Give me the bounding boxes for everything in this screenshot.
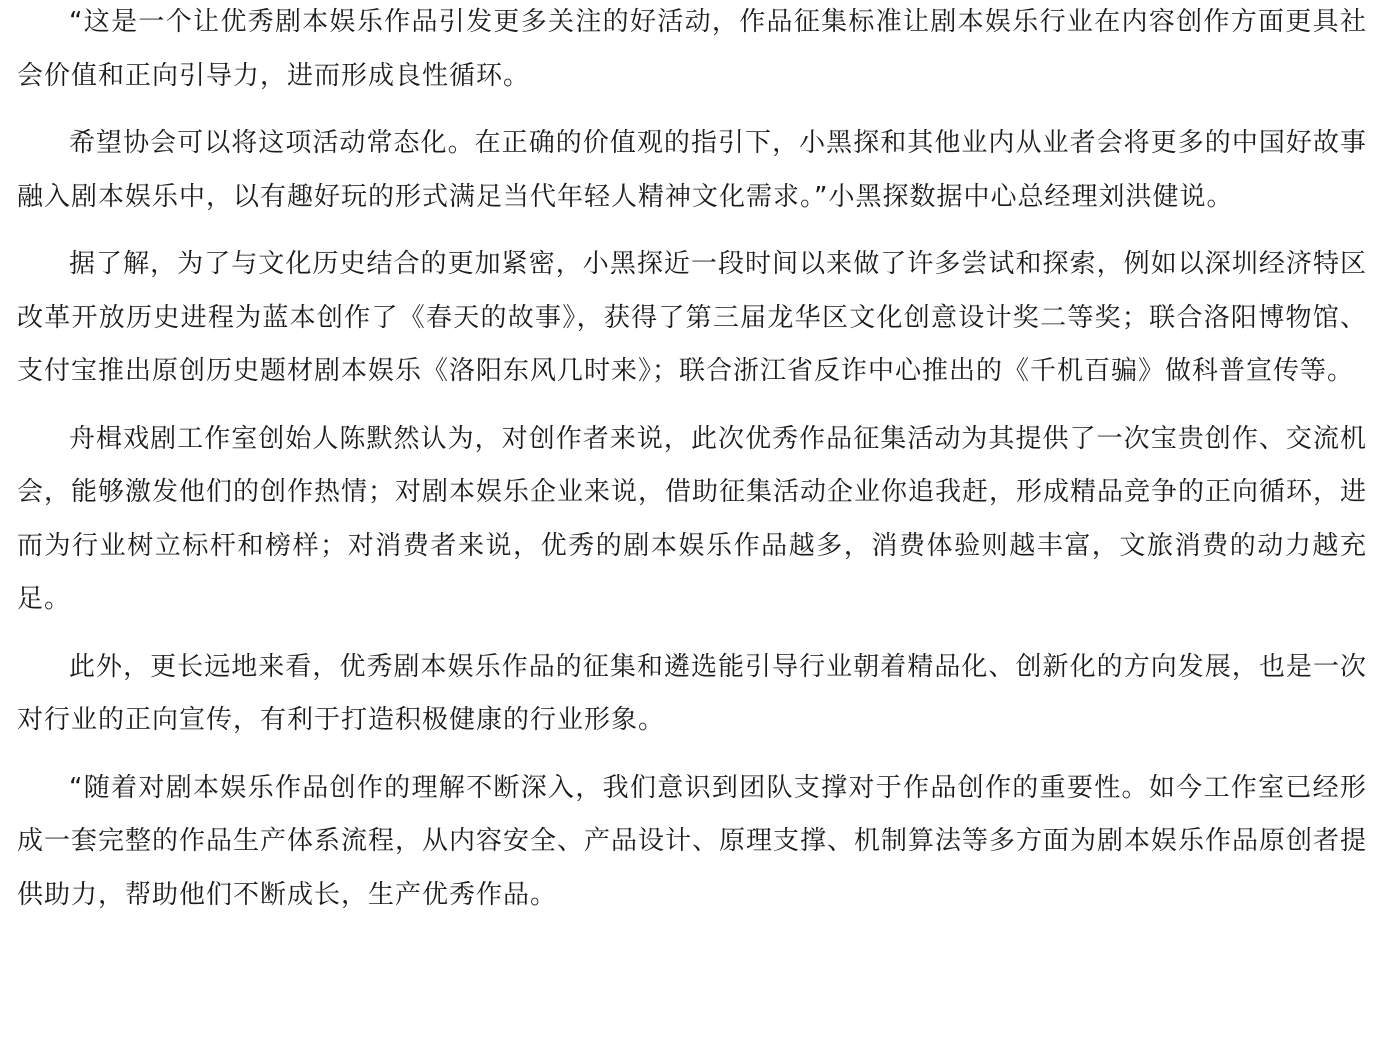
paragraph-5: 此外，更长远地来看，优秀剧本娱乐作品的征集和遴选能引导行业朝着精品化、创新化的方向发展，也是一次对行业的正向宣传，有利于打造积极健康的行业形象。 — [17, 651, 1367, 735]
paragraph-3: 据了解，为了与文化历史结合的更加紧密，小黑探近一段时间以来做了许多尝试和探索，例如以深圳经济特区改革开放历史进程为蓝本创作了《春天的故事》，获得了第三届龙华区文化创意设计奖二等奖；联合洛阳博物馆、支付宝推出原创历史题材剧本娱乐《洛阳东风几时来》；联合浙江省反诈中心推出的《千机百骗》做科普宣传等。 — [17, 249, 1367, 386]
paragraph-1: “这是一个让优秀剧本娱乐作品引发更多关注的好活动，作品征集标准让剧本娱乐行业在内容创作方面更具社会价值和正向引导力，进而形成良性循环。 — [17, 7, 1367, 91]
paragraph-2: 希望协会可以将这项活动常态化。在正确的价值观的指引下，小黑探和其他业内从业者会将更多的中国好故事融入剧本娱乐中，以有趣好玩的形式满足当代年轻人精神文化需求。”小黑探数据中心总经理刘洪健说。 — [17, 128, 1367, 212]
paragraph-4: 舟楫戏剧工作室创始人陈默然认为，对创作者来说，此次优秀作品征集活动为其提供了一次宝贵创作、交流机会，能够激发他们的创作热情；对剧本娱乐企业来说，借助征集活动企业你追我赶，形成精品竞争的正向循环，进而为行业树立标杆和榜样；对消费者来说，优秀的剧本娱乐作品越多，消费体验则越丰富，文旅消费的动力越充足。 — [17, 423, 1368, 614]
paragraph-6: “随着对剧本娱乐作品创作的理解不断深入，我们意识到团队支撑对于作品创作的重要性。如今工作室已经形成一套完整的作品生产体系流程，从内容安全、产品设计、原理支撑、机制算法等多方面为剧本娱乐作品原创者提供助力，帮助他们不断成长，生产优秀作品。 — [17, 772, 1368, 910]
article-body — [17, 0, 1367, 922]
